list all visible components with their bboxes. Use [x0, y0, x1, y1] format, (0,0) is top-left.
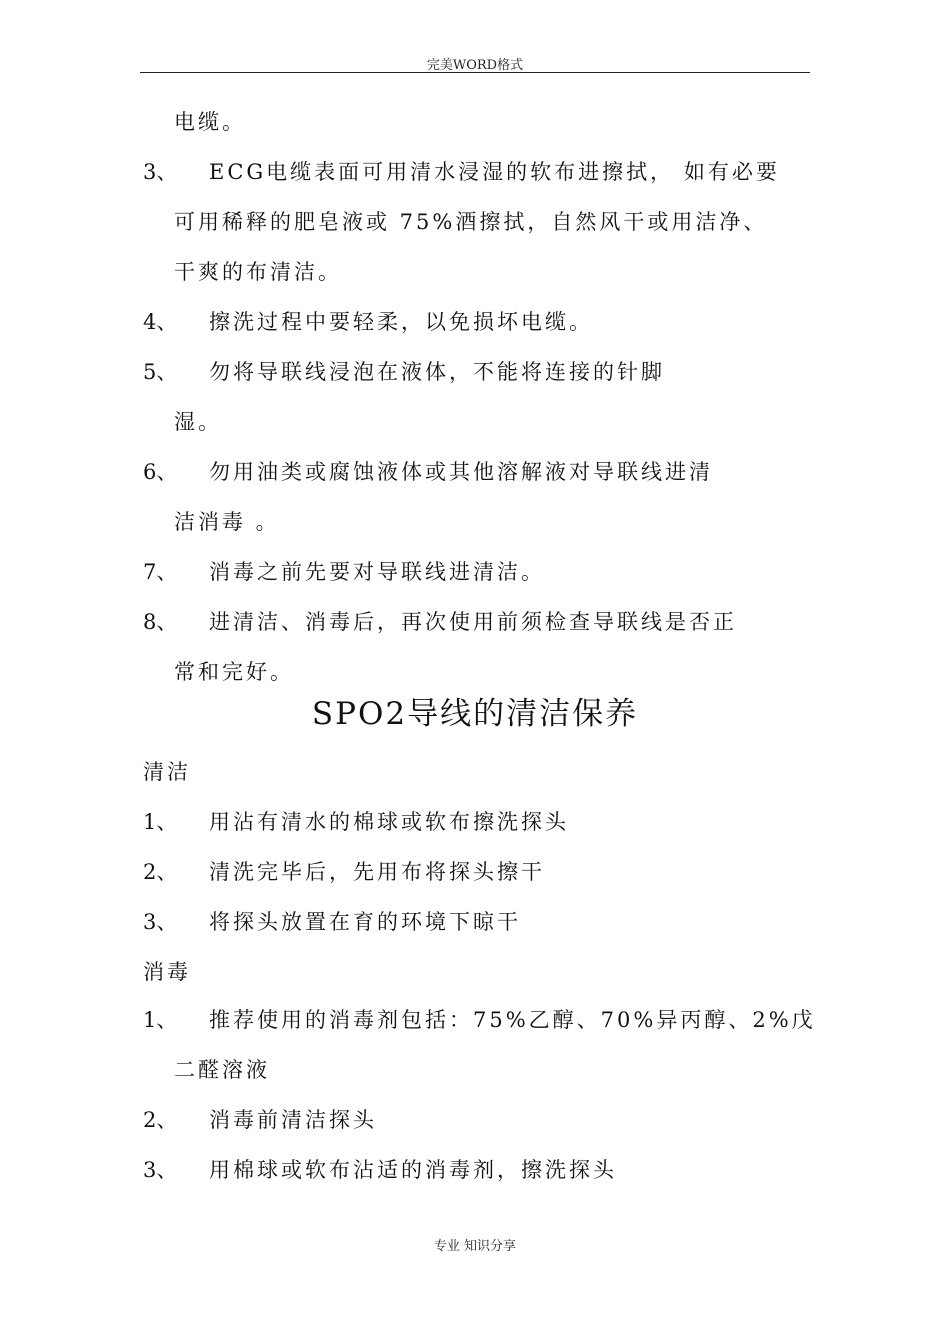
item-text: 用沾有清水的棉球或软布擦洗探头 — [209, 810, 569, 834]
item-text-continued: 洁消毒 。 — [174, 510, 280, 534]
list-item-4 — [143, 306, 593, 336]
item-text: 用棉球或软布沾适的消毒剂，擦洗探头 — [209, 1158, 617, 1182]
disinfect-item-1 — [143, 1004, 816, 1034]
header-rule — [140, 72, 810, 73]
item-number: 3、 — [143, 1158, 178, 1182]
item-text: 消毒之前先要对导联线进清洁。 — [209, 560, 545, 584]
item-number: 2、 — [143, 860, 178, 884]
list-item-6 — [143, 456, 713, 486]
item-number: 2、 — [143, 1108, 178, 1132]
item-number: 1、 — [143, 810, 178, 834]
item-text: 将探头放置在育的环境下晾干 — [209, 910, 521, 934]
list-item-7 — [143, 556, 545, 586]
item-number: 3、 — [143, 160, 178, 184]
item-number: 3、 — [143, 910, 178, 934]
item-text: 勿用油类或腐蚀液体或其他溶解液对导联线进清 — [209, 460, 713, 484]
item-number: 4、 — [143, 310, 178, 334]
list-item-3 — [143, 156, 780, 186]
item-text: ECG电缆表面可用清水浸湿的软布进擦拭， 如有必要 — [209, 160, 780, 184]
item-text: 进清洁、消毒后，再次使用前须检查导联线是否正 — [209, 610, 737, 634]
continued-line: 电缆。 — [174, 110, 246, 134]
page-footer: 专业 知识分享 — [433, 1239, 517, 1254]
list-item-5 — [143, 356, 665, 386]
item-text: 清洗完毕后，先用布将探头擦干 — [209, 860, 545, 884]
item-number: 8、 — [143, 610, 178, 634]
subsection-heading-cleaning: 清洁 — [143, 760, 191, 784]
item-text: 勿将导联线浸泡在液体，不能将连接的针脚 — [209, 360, 665, 384]
item-number: 7、 — [143, 560, 178, 584]
cleaning-item-1 — [143, 806, 569, 836]
item-text: 推荐使用的消毒剂包括：75%乙醇、70%异丙醇、2%戊 — [209, 1008, 816, 1032]
disinfect-item-3 — [143, 1154, 617, 1184]
item-text-continued: 干爽的布清洁。 — [174, 260, 342, 284]
item-number: 1、 — [143, 1008, 178, 1032]
item-text-continued: 可用稀释的肥皂液或 75%酒擦拭，自然风干或用洁净、 — [174, 210, 768, 234]
item-number: 6、 — [143, 460, 178, 484]
item-text-continued: 常和完好。 — [174, 660, 294, 684]
item-text: 擦洗过程中要轻柔，以免损坏电缆。 — [209, 310, 593, 334]
disinfect-item-2 — [143, 1104, 377, 1134]
page-header: 完美WORD格式 — [426, 58, 524, 73]
item-text-continued: 湿。 — [174, 410, 222, 434]
item-text-continued: 二醛溶液 — [174, 1058, 270, 1082]
item-text: 消毒前清洁探头 — [209, 1108, 377, 1132]
subsection-heading-disinfect: 消毒 — [143, 960, 191, 984]
list-item-8 — [143, 606, 737, 636]
cleaning-item-2 — [143, 856, 545, 886]
item-number: 5、 — [143, 360, 178, 384]
cleaning-item-3 — [143, 906, 521, 936]
section-title: SPO2导线的清洁保养 — [311, 696, 639, 732]
